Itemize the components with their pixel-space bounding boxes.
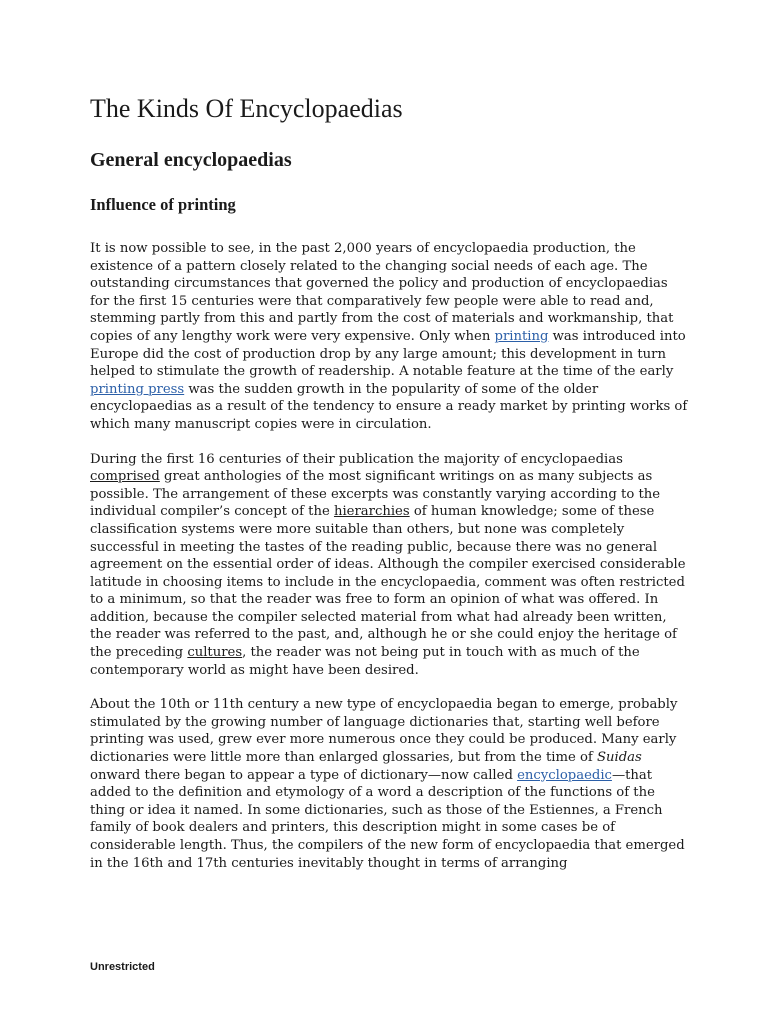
printing-press-link[interactable]: printing press (90, 381, 185, 397)
term-hierarchies[interactable]: hierarchies (333, 504, 410, 520)
printing-link[interactable]: printing (494, 328, 549, 344)
paragraph-2 (90, 451, 690, 680)
paragraph-text: onward there began to appear a type of dictionary—now called (90, 767, 518, 783)
paragraph-text: About the 10th or 11th century a new type of encyclopaedia began to emerge, probably stimulated by the growing number of language dictionaries that, starting well before printing was used, grew ever more numerous once they could be produced. Many early dictionaries were little more than enlarged glossaries, but from the time of (90, 697, 678, 766)
paragraph-text: was the sudden growth in the popularity of some of the older encyclopaedias as a result of the tendency to ensure a ready market by printing works of which many manuscript copies were in circulation. (90, 381, 688, 432)
section-heading: General encyclopaedias (90, 149, 292, 171)
term-cultures[interactable]: cultures (187, 645, 243, 661)
paragraph-text: During the first 16 centuries of their publication the majority of encyclopaedias (90, 451, 623, 467)
suidas-italic: Suidas (596, 750, 642, 766)
paragraph-text: , the reader was not being put in touch with as much of the contemporary world as might have been desired. (90, 645, 640, 678)
document-page (90, 88, 690, 889)
term-comprised[interactable]: comprised (90, 469, 160, 485)
paragraph-text: great anthologies of the most significant writings on as many subjects as possible. The arrangement of these excerpts was constantly varying according to the individual compiler’s concept of the (90, 469, 661, 520)
classification-label: Unrestricted (90, 961, 155, 973)
paragraph-text: of human knowledge; some of these classification systems were more suitable than others, but none was completely successful in meeting the tastes of the reading public, because there was no general agreement on the essential order of ideas. Although the compiler exercised considerable latitude in choosing items to include in the encyclopaedia, comment was often restricted to a minimum, so that the reader was free to form an opinion of what was offered. In addition, because the compiler selected material from what had already been written, the reader was referred to the past, and, although he or she could enjoy the heritage of the preceding (90, 504, 686, 661)
subsection-heading: Influence of printing (90, 195, 236, 214)
paragraph-text: —that added to the definition and etymology of a word a description of the functions of the thing or idea it named. In some dictionaries, such as those of the Estiennes, a French family of book dealers and printers, this description might in some cases be of considerable length. Thus, the compilers of the new form of encyclopaedia that emerged in the 16th and 17th centuries inevitably thought in terms of arranging (90, 767, 685, 871)
paragraph-3 (90, 696, 690, 872)
encyclopaedic-link[interactable]: encyclopaedic (517, 767, 612, 783)
paragraph-text: was introduced into Europe did the cost of production drop by any large amount; this development in turn helped to stimulate the growth of readership. A notable feature at the time of the early (90, 328, 686, 380)
paragraph-1 (90, 240, 690, 434)
paragraph-text: It is now possible to see, in the past 2,000 years of encyclopaedia production, the existence of a pattern closely related to the changing social needs of each age. The outstanding circumstances that governed the policy and production of encyclopaedias for the first 15 centuries were that comparatively few people were able to read and, stemming partly from this and partly from the cost of materials and workmanship, that copies of any lengthy work were very expensive. Only when (90, 241, 674, 344)
page-title: The Kinds Of Encyclopaedias (90, 94, 403, 123)
